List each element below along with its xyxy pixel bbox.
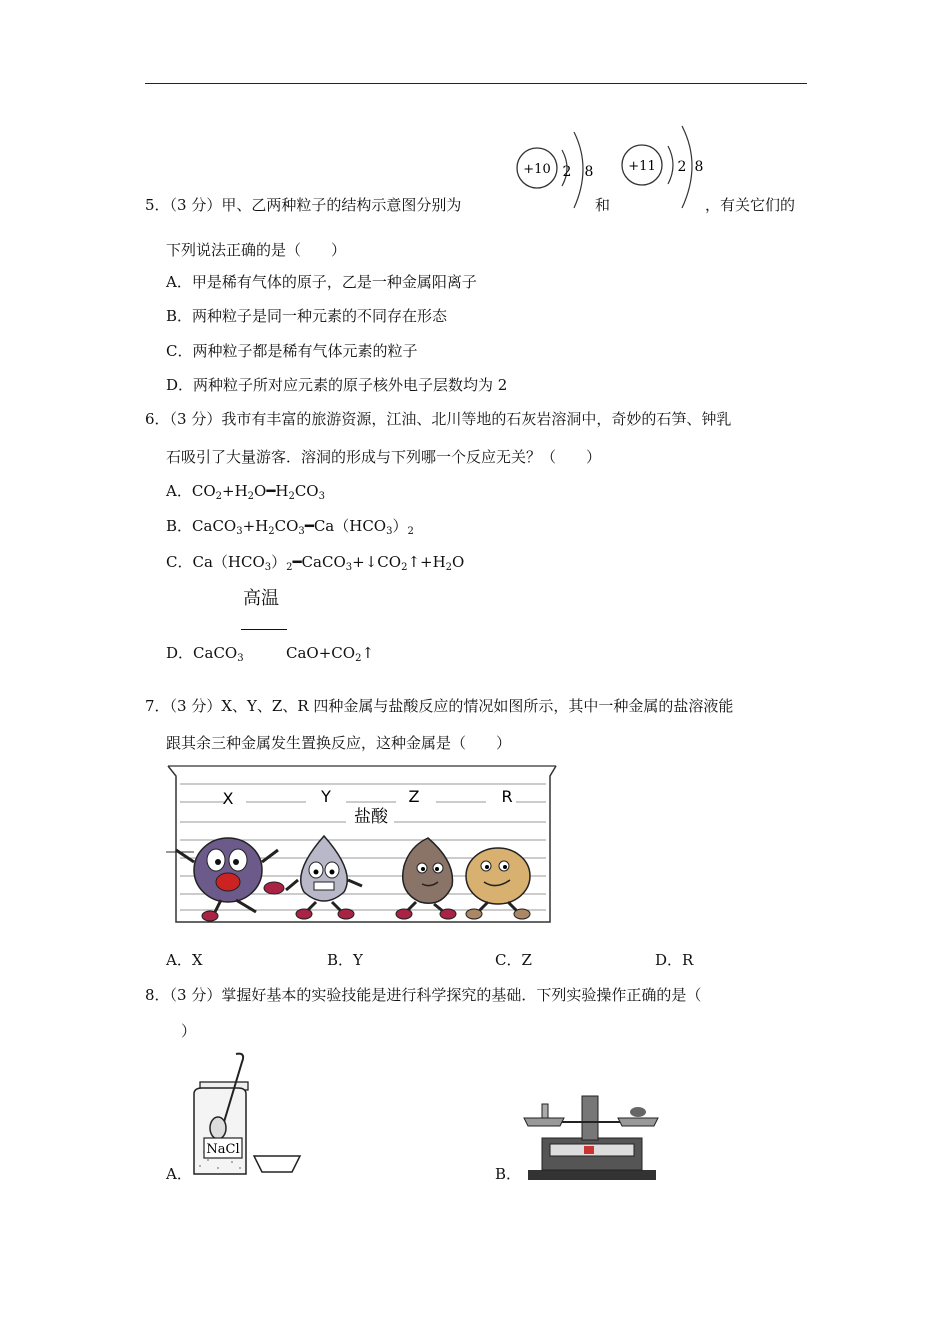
header-rule: [145, 83, 807, 84]
q7-option-a[interactable]: A．X: [166, 951, 203, 969]
metal-x-character: [176, 838, 284, 921]
atom2-shell1: 2: [677, 159, 687, 175]
q7-option-b[interactable]: B．Y: [327, 951, 363, 969]
q8-option-a[interactable]: A．: [166, 1165, 192, 1183]
q6-option-d-products: $CaO+CO_2↑$: [286, 644, 375, 664]
q5-line2: 下列说法正确的是（ ）: [166, 241, 347, 259]
metal-label-r: R: [501, 787, 513, 806]
q6-line2: 石吸引了大量游客．溶洞的形成与下列哪一个反应无关？（ ）: [166, 448, 602, 466]
balance-figure: [520, 1088, 662, 1182]
reaction-arrow-bar: [241, 629, 287, 630]
metal-z-character: [396, 838, 456, 919]
q5-option-b[interactable]: B．两种粒子是同一种元素的不同存在形态: [166, 307, 448, 325]
atom2-shell2: 8: [694, 159, 704, 175]
q5-and: 和: [595, 196, 611, 214]
q6-option-a[interactable]: A．$CO_2+H_2O━H_2CO_3$: [166, 482, 325, 502]
q8-line2: ）: [181, 1022, 197, 1040]
atom-diagram-2: [620, 118, 710, 213]
q6-option-c[interactable]: C．$Ca(HCO_3)_2━CaCO_3+↓CO_2↑+H_2O$: [166, 553, 465, 573]
metal-label-y: Y: [321, 787, 331, 806]
q8-line1: 8．（3 分）掌握好基本的实验技能是进行科学探究的基础．下列实验操作正确的是（: [145, 986, 702, 1004]
reagent-bottle-figure: [188, 1048, 306, 1180]
atom1-shell2: 8: [584, 164, 594, 180]
q5-option-d[interactable]: D．两种粒子所对应元素的原子核外电子层数均为 2: [166, 376, 508, 394]
q8-option-b[interactable]: B．: [495, 1165, 522, 1183]
q6-option-d[interactable]: D．CaCO$_3$: [166, 644, 244, 664]
q7-line1: 7．（3 分）X、Y、Z、R 四种金属与盐酸反应的情况如图所示，其中一种金属的盐溶液能: [145, 697, 734, 715]
q5-text: 5．（3 分）甲、乙两种粒子的结构示意图分别为: [145, 196, 462, 214]
q6-line1: 6．（3 分）我市有丰富的旅游资源，江油、北川等地的石灰岩溶洞中，奇妙的石笋、钟乳: [145, 410, 732, 428]
atom1-nucleus: +10: [523, 162, 551, 177]
metal-r-character: [466, 848, 530, 919]
atom1-shell1: 2: [562, 164, 572, 180]
q7-line2: 跟其余三种金属发生置换反应，这种金属是（ ）: [166, 734, 512, 752]
atom-diagram-1: [512, 120, 602, 215]
reaction-condition: 高温: [243, 588, 279, 609]
q5-text-end: ，有关它们的: [705, 196, 796, 214]
q5-option-a[interactable]: A．甲是稀有气体的原子，乙是一种金属阳离子: [166, 273, 477, 291]
atom2-nucleus: +11: [628, 159, 656, 174]
acid-label: 盐酸: [354, 807, 388, 827]
q7-option-c[interactable]: C．Z: [495, 951, 532, 969]
q5-option-c[interactable]: C．两种粒子都是稀有气体元素的粒子: [166, 342, 418, 360]
metals-in-acid-figure: [166, 762, 558, 928]
bottle-label: NaCl: [206, 1142, 240, 1157]
q7-option-d[interactable]: D．R: [655, 951, 694, 969]
metal-y-character: [286, 836, 362, 919]
metal-label-x: X: [222, 789, 234, 808]
q6-option-b[interactable]: B．$CaCO_3+H_2CO_3━Ca(HCO_3)_2$: [166, 517, 414, 537]
metal-label-z: Z: [408, 787, 420, 806]
